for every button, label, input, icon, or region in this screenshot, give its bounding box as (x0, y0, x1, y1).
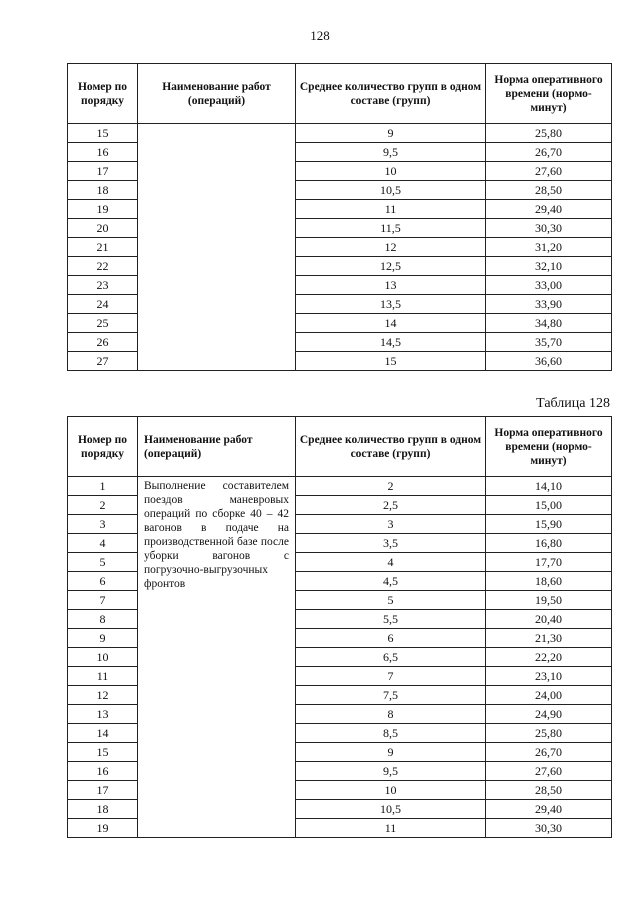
header-operation-name: Наименование работ (операций) (138, 64, 296, 124)
time-norm-cell: 15,90 (486, 515, 612, 534)
order-number-cell: 3 (68, 515, 138, 534)
time-norm-cell: 34,80 (486, 314, 612, 333)
average-groups-cell: 14,5 (296, 333, 486, 352)
average-groups-cell: 10,5 (296, 800, 486, 819)
order-number-cell: 25 (68, 314, 138, 333)
average-groups-cell: 14 (296, 314, 486, 333)
average-groups-cell: 11 (296, 819, 486, 838)
average-groups-cell: 9,5 (296, 143, 486, 162)
order-number-cell: 5 (68, 553, 138, 572)
average-groups-cell: 3,5 (296, 534, 486, 553)
order-number-cell: 4 (68, 534, 138, 553)
header-order-number: Номер по порядку (68, 64, 138, 124)
order-number-cell: 24 (68, 295, 138, 314)
time-norm-cell: 22,20 (486, 648, 612, 667)
time-norm-cell: 28,50 (486, 781, 612, 800)
time-norm-cell: 25,80 (486, 724, 612, 743)
average-groups-cell: 2,5 (296, 496, 486, 515)
order-number-cell: 18 (68, 800, 138, 819)
average-groups-cell: 15 (296, 352, 486, 371)
time-norm-cell: 29,40 (486, 200, 612, 219)
operation-description-cell: Выполнение составителем поездов маневровых операций по сборке 40 – 42 вагонов в подаче на производственной базе после уборки вагонов с погрузочно-выгрузочных фронтов (138, 477, 296, 838)
average-groups-cell: 7,5 (296, 686, 486, 705)
order-number-cell: 18 (68, 181, 138, 200)
average-groups-cell: 9 (296, 124, 486, 143)
time-norm-cell: 25,80 (486, 124, 612, 143)
time-norm-cell: 15,00 (486, 496, 612, 515)
order-number-cell: 7 (68, 591, 138, 610)
average-groups-cell: 8 (296, 705, 486, 724)
order-number-cell: 9 (68, 629, 138, 648)
average-groups-cell: 12 (296, 238, 486, 257)
time-norm-cell: 17,70 (486, 553, 612, 572)
time-norm-cell: 24,00 (486, 686, 612, 705)
average-groups-cell: 10 (296, 781, 486, 800)
time-norm-cell: 31,20 (486, 238, 612, 257)
order-number-cell: 13 (68, 705, 138, 724)
order-number-cell: 15 (68, 743, 138, 762)
order-number-cell: 19 (68, 819, 138, 838)
time-norm-cell: 30,30 (486, 819, 612, 838)
average-groups-cell: 9,5 (296, 762, 486, 781)
order-number-cell: 19 (68, 200, 138, 219)
order-number-cell: 21 (68, 238, 138, 257)
time-norm-cell: 19,50 (486, 591, 612, 610)
time-norm-cell: 27,60 (486, 162, 612, 181)
time-norm-cell: 33,90 (486, 295, 612, 314)
order-number-cell: 20 (68, 219, 138, 238)
order-number-cell: 12 (68, 686, 138, 705)
order-number-cell: 16 (68, 143, 138, 162)
order-number-cell: 27 (68, 352, 138, 371)
order-number-cell: 16 (68, 762, 138, 781)
average-groups-cell: 10,5 (296, 181, 486, 200)
average-groups-cell: 12,5 (296, 257, 486, 276)
average-groups-cell: 2 (296, 477, 486, 496)
time-norm-cell: 26,70 (486, 743, 612, 762)
average-groups-cell: 5 (296, 591, 486, 610)
time-norm-cell: 26,70 (486, 143, 612, 162)
table-row (68, 124, 612, 143)
average-groups-cell: 6 (296, 629, 486, 648)
operation-description-cell (138, 124, 296, 371)
time-norm-cell: 16,80 (486, 534, 612, 553)
time-norm-cell: 35,70 (486, 333, 612, 352)
average-groups-cell: 11 (296, 200, 486, 219)
time-norm-cell: 28,50 (486, 181, 612, 200)
average-groups-cell: 13 (296, 276, 486, 295)
order-number-cell: 26 (68, 333, 138, 352)
time-norm-cell: 30,30 (486, 219, 612, 238)
order-number-cell: 6 (68, 572, 138, 591)
average-groups-cell: 8,5 (296, 724, 486, 743)
time-norm-cell: 20,40 (486, 610, 612, 629)
table-row (68, 477, 612, 496)
norms-table-128 (67, 416, 612, 838)
order-number-cell: 17 (68, 781, 138, 800)
average-groups-cell: 5,5 (296, 610, 486, 629)
time-norm-cell: 21,30 (486, 629, 612, 648)
time-norm-cell: 14,10 (486, 477, 612, 496)
page-number: 128 (310, 28, 330, 43)
order-number-cell: 11 (68, 667, 138, 686)
time-norm-cell: 33,00 (486, 276, 612, 295)
norms-table-continued (67, 63, 612, 371)
time-norm-cell: 24,90 (486, 705, 612, 724)
header-average-groups: Среднее количество групп в одном составе (групп) (296, 417, 486, 477)
average-groups-cell: 4 (296, 553, 486, 572)
table-caption: Таблица 128 (536, 396, 610, 411)
order-number-cell: 10 (68, 648, 138, 667)
header-time-norm: Норма оперативного времени (нормо-минут) (486, 64, 612, 124)
order-number-cell: 2 (68, 496, 138, 515)
order-number-cell: 14 (68, 724, 138, 743)
time-norm-cell: 27,60 (486, 762, 612, 781)
average-groups-cell: 11,5 (296, 219, 486, 238)
average-groups-cell: 9 (296, 743, 486, 762)
time-norm-cell: 36,60 (486, 352, 612, 371)
average-groups-cell: 10 (296, 162, 486, 181)
average-groups-cell: 3 (296, 515, 486, 534)
average-groups-cell: 13,5 (296, 295, 486, 314)
header-operation-name: Наименование работ (операций) (138, 417, 296, 477)
header-average-groups: Среднее количество групп в одном составе (групп) (296, 64, 486, 124)
time-norm-cell: 32,10 (486, 257, 612, 276)
time-norm-cell: 29,40 (486, 800, 612, 819)
time-norm-cell: 23,10 (486, 667, 612, 686)
order-number-cell: 8 (68, 610, 138, 629)
order-number-cell: 23 (68, 276, 138, 295)
average-groups-cell: 6,5 (296, 648, 486, 667)
order-number-cell: 15 (68, 124, 138, 143)
time-norm-cell: 18,60 (486, 572, 612, 591)
average-groups-cell: 7 (296, 667, 486, 686)
average-groups-cell: 4,5 (296, 572, 486, 591)
order-number-cell: 1 (68, 477, 138, 496)
order-number-cell: 17 (68, 162, 138, 181)
header-order-number: Номер по порядку (68, 417, 138, 477)
header-time-norm: Норма оперативного времени (нормо-минут) (486, 417, 612, 477)
order-number-cell: 22 (68, 257, 138, 276)
